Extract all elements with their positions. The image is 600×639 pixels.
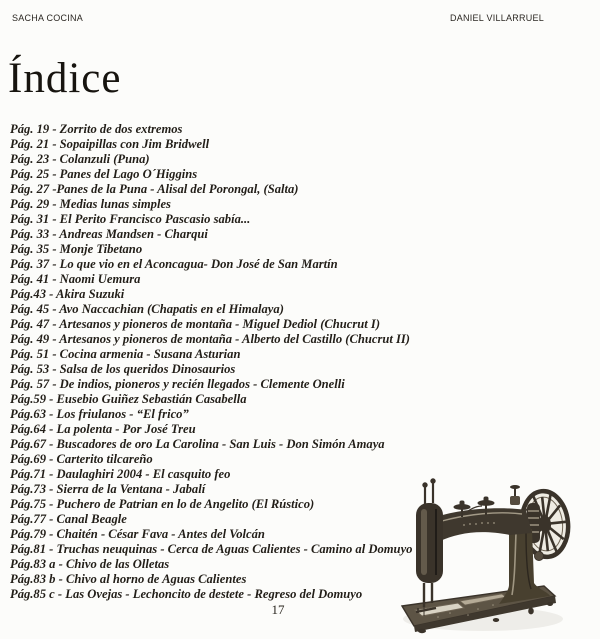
index-entry: Pág.43 - Akira Suzuki [10, 287, 125, 301]
index-entry: Pág.64 - La polenta - Por José Treu [10, 422, 196, 436]
index-entry: Pág. 23 - Colanzuli (Puna) [10, 152, 150, 166]
index-entry: Pág. 51 - Cocina armenia - Susana Asturian [10, 347, 241, 361]
needle-bar-top [423, 479, 435, 505]
index-entry: Pág.67 - Buscadores de oro La Carolina - San Luis - Don Simón Amaya [10, 437, 385, 451]
index-entry: Pág. 49 - Artesanos y pioneros de montaña - Alberto del Castillo (Chucrut II) [10, 332, 411, 346]
index-entry: Pág. 19 - Zorrito de dos extremos [10, 122, 183, 136]
index-entry: Pág. 57 - De indios, pioneros y recién llegados - Clemente Onelli [10, 377, 345, 391]
index-entry: Pág.79 - Chaitén - César Fava - Antes del Volcán [10, 527, 265, 541]
page-number: 17 [271, 602, 285, 617]
index-entry: Pág. 33 - Andreas Mandsen - Charqui [10, 227, 208, 241]
index-entry: Pág.83 a - Chivo de las Olletas [10, 557, 170, 571]
index-entry: Pág. 21 - Sopaipillas con Jim Bridwell [10, 137, 210, 151]
page-title: Índice [8, 55, 122, 102]
index-entry: Pág. 27 -Panes de la Puna - Alisal del Porongal, (Salta) [10, 182, 299, 196]
index-entry: Pág. 35 - Monje Tibetano [10, 242, 143, 256]
index-entry: Pág.63 - Los friulanos - “El frico” [10, 407, 189, 421]
running-header [12, 13, 544, 23]
index-entry: Pág. 41 - Naomi Uemura [10, 272, 141, 286]
index-entry: Pág.77 - Canal Beagle [10, 512, 127, 526]
index-entry: Pág.59 - Eusebio Guiñez Sebastián Casabella [10, 392, 247, 406]
spool-pin [510, 485, 520, 505]
header-left: SACHA COCINA [12, 13, 84, 23]
index-entry: Pág.81 - Truchas neuquinas - Cerca de Aguas Calientes - Camino al Domuyo [10, 542, 413, 556]
index-entry: Pág.69 - Carterito tilcareño [10, 452, 153, 466]
index-entry: Pág.73 - Sierra de la Ventana - Jabalí [10, 482, 206, 496]
index-entry: Pág. 47 - Artesanos y pioneros de montaña - Miguel Dediol (Chucrut I) [10, 317, 381, 331]
index-entry: Pág. 45 - Avo Naccachian (Chapatis en el Himalaya) [10, 302, 284, 316]
index-entry: Pág.83 b - Chivo al horno de Aguas Calientes [10, 572, 247, 586]
index-entry: Pág. 53 - Salsa de los queridos Dinosaurios [10, 362, 236, 376]
index-entry: Pág. 29 - Medias lunas simples [10, 197, 171, 211]
index-entry: Pág. 31 - El Perito Francisco Pascasio sabía... [10, 212, 251, 226]
index-entry: Pág.75 - Puchero de Patrian en lo de Angelito (El Rústico) [10, 497, 315, 511]
index-entry: Pág.71 - Daulaghiri 2004 - El casquito feo [10, 467, 231, 481]
needle-housing [416, 503, 443, 583]
header-right: DANIEL VILLARRUEL [450, 13, 544, 23]
index-entry: Pág. 25 - Panes del Lago O´Higgins [10, 167, 198, 181]
index-entry: Pág.85 c - Las Ovejas - Lechoncito de destete - Regreso del Domuyo [10, 587, 363, 601]
index-entry: Pág. 37 - Lo que vio en el Aconcagua- Don José de San Martín [10, 257, 338, 271]
